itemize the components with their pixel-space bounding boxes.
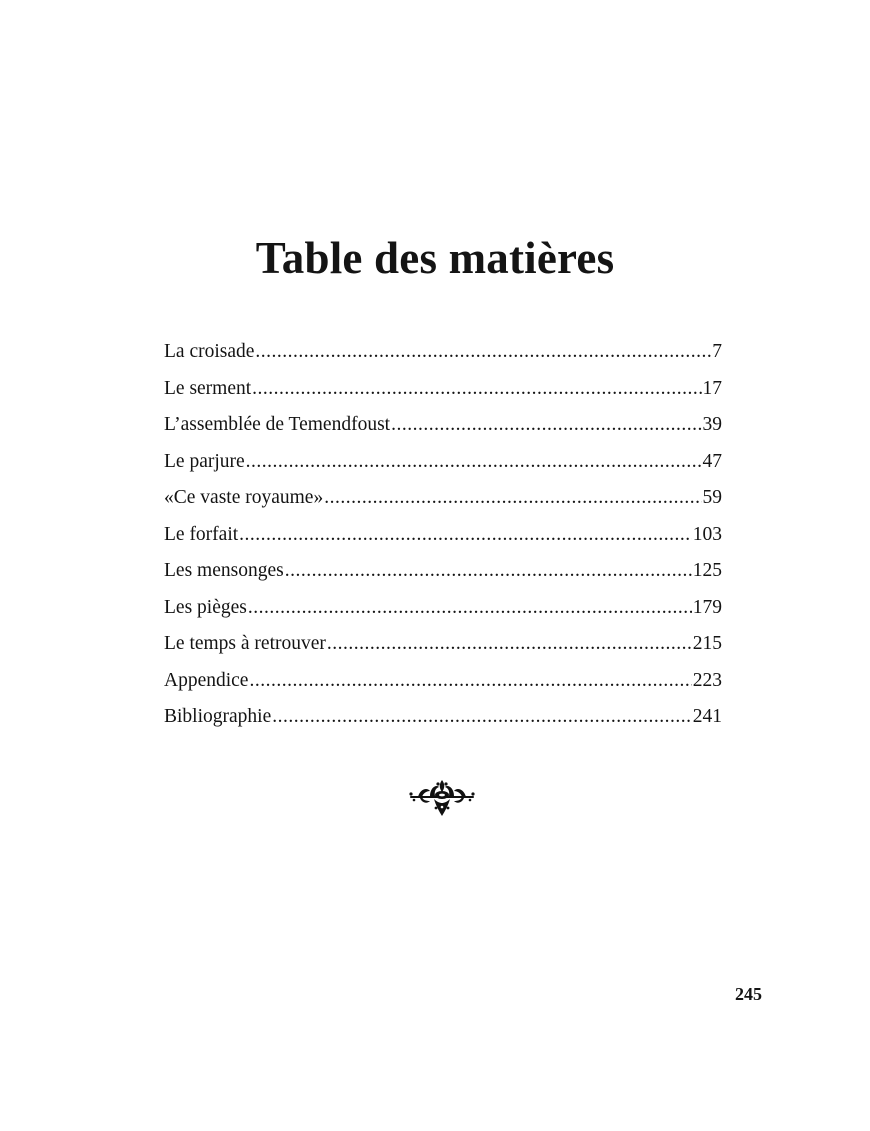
page-title: Table des matières <box>255 233 615 283</box>
toc-entry-page: 103 <box>692 523 722 545</box>
toc-entry <box>164 626 722 663</box>
toc-entry-label: Le temps à retrouver <box>164 633 326 654</box>
toc-dot-leader <box>285 553 692 590</box>
toc-entry <box>164 553 722 590</box>
toc-entry-label: «Ce vaste royaume» <box>164 487 324 508</box>
toc-entry <box>164 699 722 736</box>
toc-dot-leader <box>239 517 692 554</box>
toc-entry <box>164 663 722 700</box>
toc-dot-leader <box>255 334 711 371</box>
toc-entry <box>164 480 722 517</box>
toc-entry-label: Les pièges <box>164 596 247 618</box>
toc-dot-leader <box>246 444 702 481</box>
toc-entry-page: 59 <box>702 487 722 508</box>
table-of-contents <box>164 334 722 736</box>
toc-entry-label: Le forfait <box>164 523 239 545</box>
toc-entry-page: 17 <box>702 377 722 399</box>
toc-entry-page: 223 <box>692 669 722 691</box>
toc-entry-page: 179 <box>692 596 722 618</box>
toc-dot-leader <box>249 663 691 700</box>
toc-entry-page: 47 <box>702 450 722 472</box>
toc-entry <box>164 517 722 554</box>
toc-entry-page: 125 <box>692 560 722 581</box>
toc-dot-leader <box>272 699 692 736</box>
toc-dot-leader <box>324 480 701 517</box>
toc-entry-label: Le parjure <box>164 450 245 472</box>
toc-dot-leader <box>248 590 692 627</box>
toc-entry-label: Bibliographie <box>164 706 272 727</box>
toc-entry <box>164 371 722 408</box>
toc-entry-label: Appendice <box>164 669 249 691</box>
toc-entry <box>164 334 722 371</box>
toc-dot-leader <box>327 626 692 663</box>
toc-entry <box>164 590 722 627</box>
toc-entry-page: 7 <box>712 341 722 362</box>
toc-entry-label: L’assemblée de Temendfoust <box>164 414 391 435</box>
page-number: 245 <box>735 984 762 1004</box>
toc-entry <box>164 444 722 481</box>
floral-ornament-icon <box>408 778 476 818</box>
toc-entry-label: La croisade <box>164 341 255 362</box>
toc-entry-page: 241 <box>692 706 722 727</box>
toc-dot-leader <box>391 407 701 444</box>
toc-entry-label: Les mensonges <box>164 560 284 581</box>
toc-entry-page: 215 <box>692 633 722 654</box>
toc-dot-leader <box>252 371 701 408</box>
toc-entry-page: 39 <box>702 414 722 435</box>
toc-entry-label: Le serment <box>164 377 252 399</box>
toc-entry <box>164 407 722 444</box>
